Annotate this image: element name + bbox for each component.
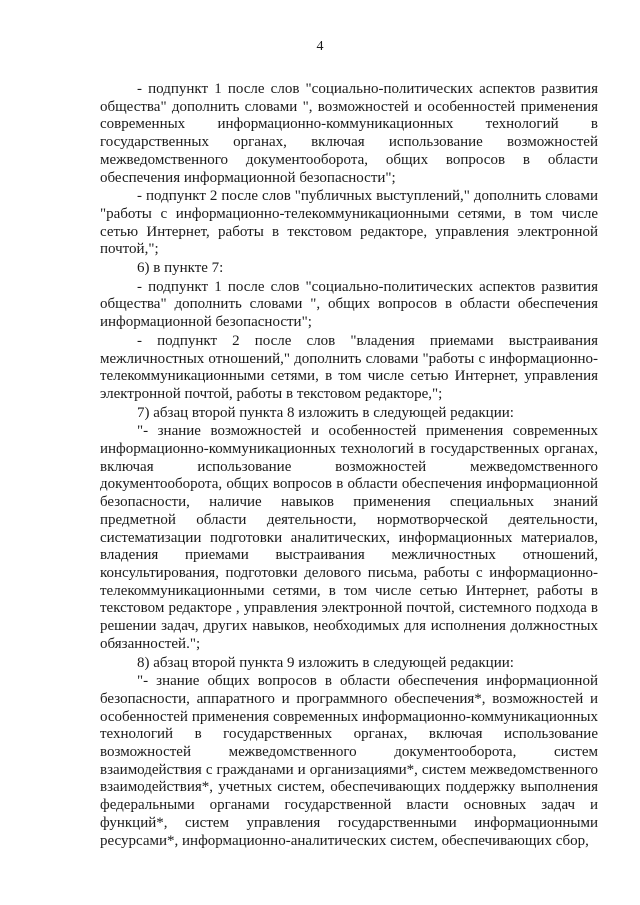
paragraph-item-7: 7) абзац второй пункта 8 изложить в следующей редакции:	[137, 404, 514, 421]
paragraph-item-6-subitem-2: - подпункт 2 после слов "владения приемами выстраивания межличностных отношений," дополнить словами "работы с информационно-телекоммуникационными сетями, в том числе сетью Интернет, управления электронной почтой, работы в текстовом редакторе,";	[100, 332, 598, 402]
paragraph-subitem-2: - подпункт 2 после слов "публичных выступлений," дополнить словами "работы с информационно-телекоммуникационными сетями, в том числе сетью Интернет, работы в текстовом редакторе, управления электронной почтой,";	[100, 188, 598, 258]
page-number: 4	[316, 39, 324, 54]
paragraph-item-8: 8) абзац второй пункта 9 изложить в следующей редакции:	[137, 654, 514, 671]
paragraph-item-6-subitem-1: - подпункт 1 после слов "социально-политических аспектов развития общества" дополнить словами ", общих вопросов в области обеспечения информационной безопасности";	[100, 278, 598, 331]
paragraph-item-7-text: "- знание возможностей и особенностей применения современных информационно-коммуникационных технологий в государственных органах, включая использование возможностей межведомственного документооборота, общих вопросов в области обеспечения информационной безопасности, наличие навыков применения специальных знаний предметной области деятельности, нормотворческой деятельности, систематизации подготовки аналитических, информационных материалов, владения приемами выстраивания межличностных отношений, консультирования, подготовки делового письма, работы с информационно-телекоммуникационными сетями, в том числе сетью Интернет, работы в текстовом редакторе , управления электронной почтой, системного подхода в решении задач, других навыков, необходимых для исполнения должностных обязанностей.";	[100, 423, 598, 652]
paragraph-item-8-text: "- знание общих вопросов в области обеспечения информационной безопасности, аппаратного и программного обеспечения*, возможностей и особенностей применения современных информационно-коммуникационных технологий в государственных органах, включая использование возможностей межведомственного документооборота, систем взаимодействия с гражданами и организациями*, систем межведомственного взаимодействия*, учетных систем, обеспечивающих поддержку выполнения федеральными органами государственной власти основных задач и функций*, систем управления государственными информационными ресурсами*, информационно-аналитических систем, обеспечивающих сбор,	[100, 673, 598, 849]
document-body	[100, 81, 598, 850]
paragraph-subitem-1: - подпункт 1 после слов "социально-политических аспектов развития общества" дополнить словами ", возможностей и особенностей применения современных информационно-коммуникационных технологий в государственных органах, включая использование возможностей межведомственного документооборота, общих вопросов в области обеспечения информационной безопасности";	[100, 81, 598, 186]
paragraph-item-6: 6) в пункте 7:	[137, 260, 224, 277]
